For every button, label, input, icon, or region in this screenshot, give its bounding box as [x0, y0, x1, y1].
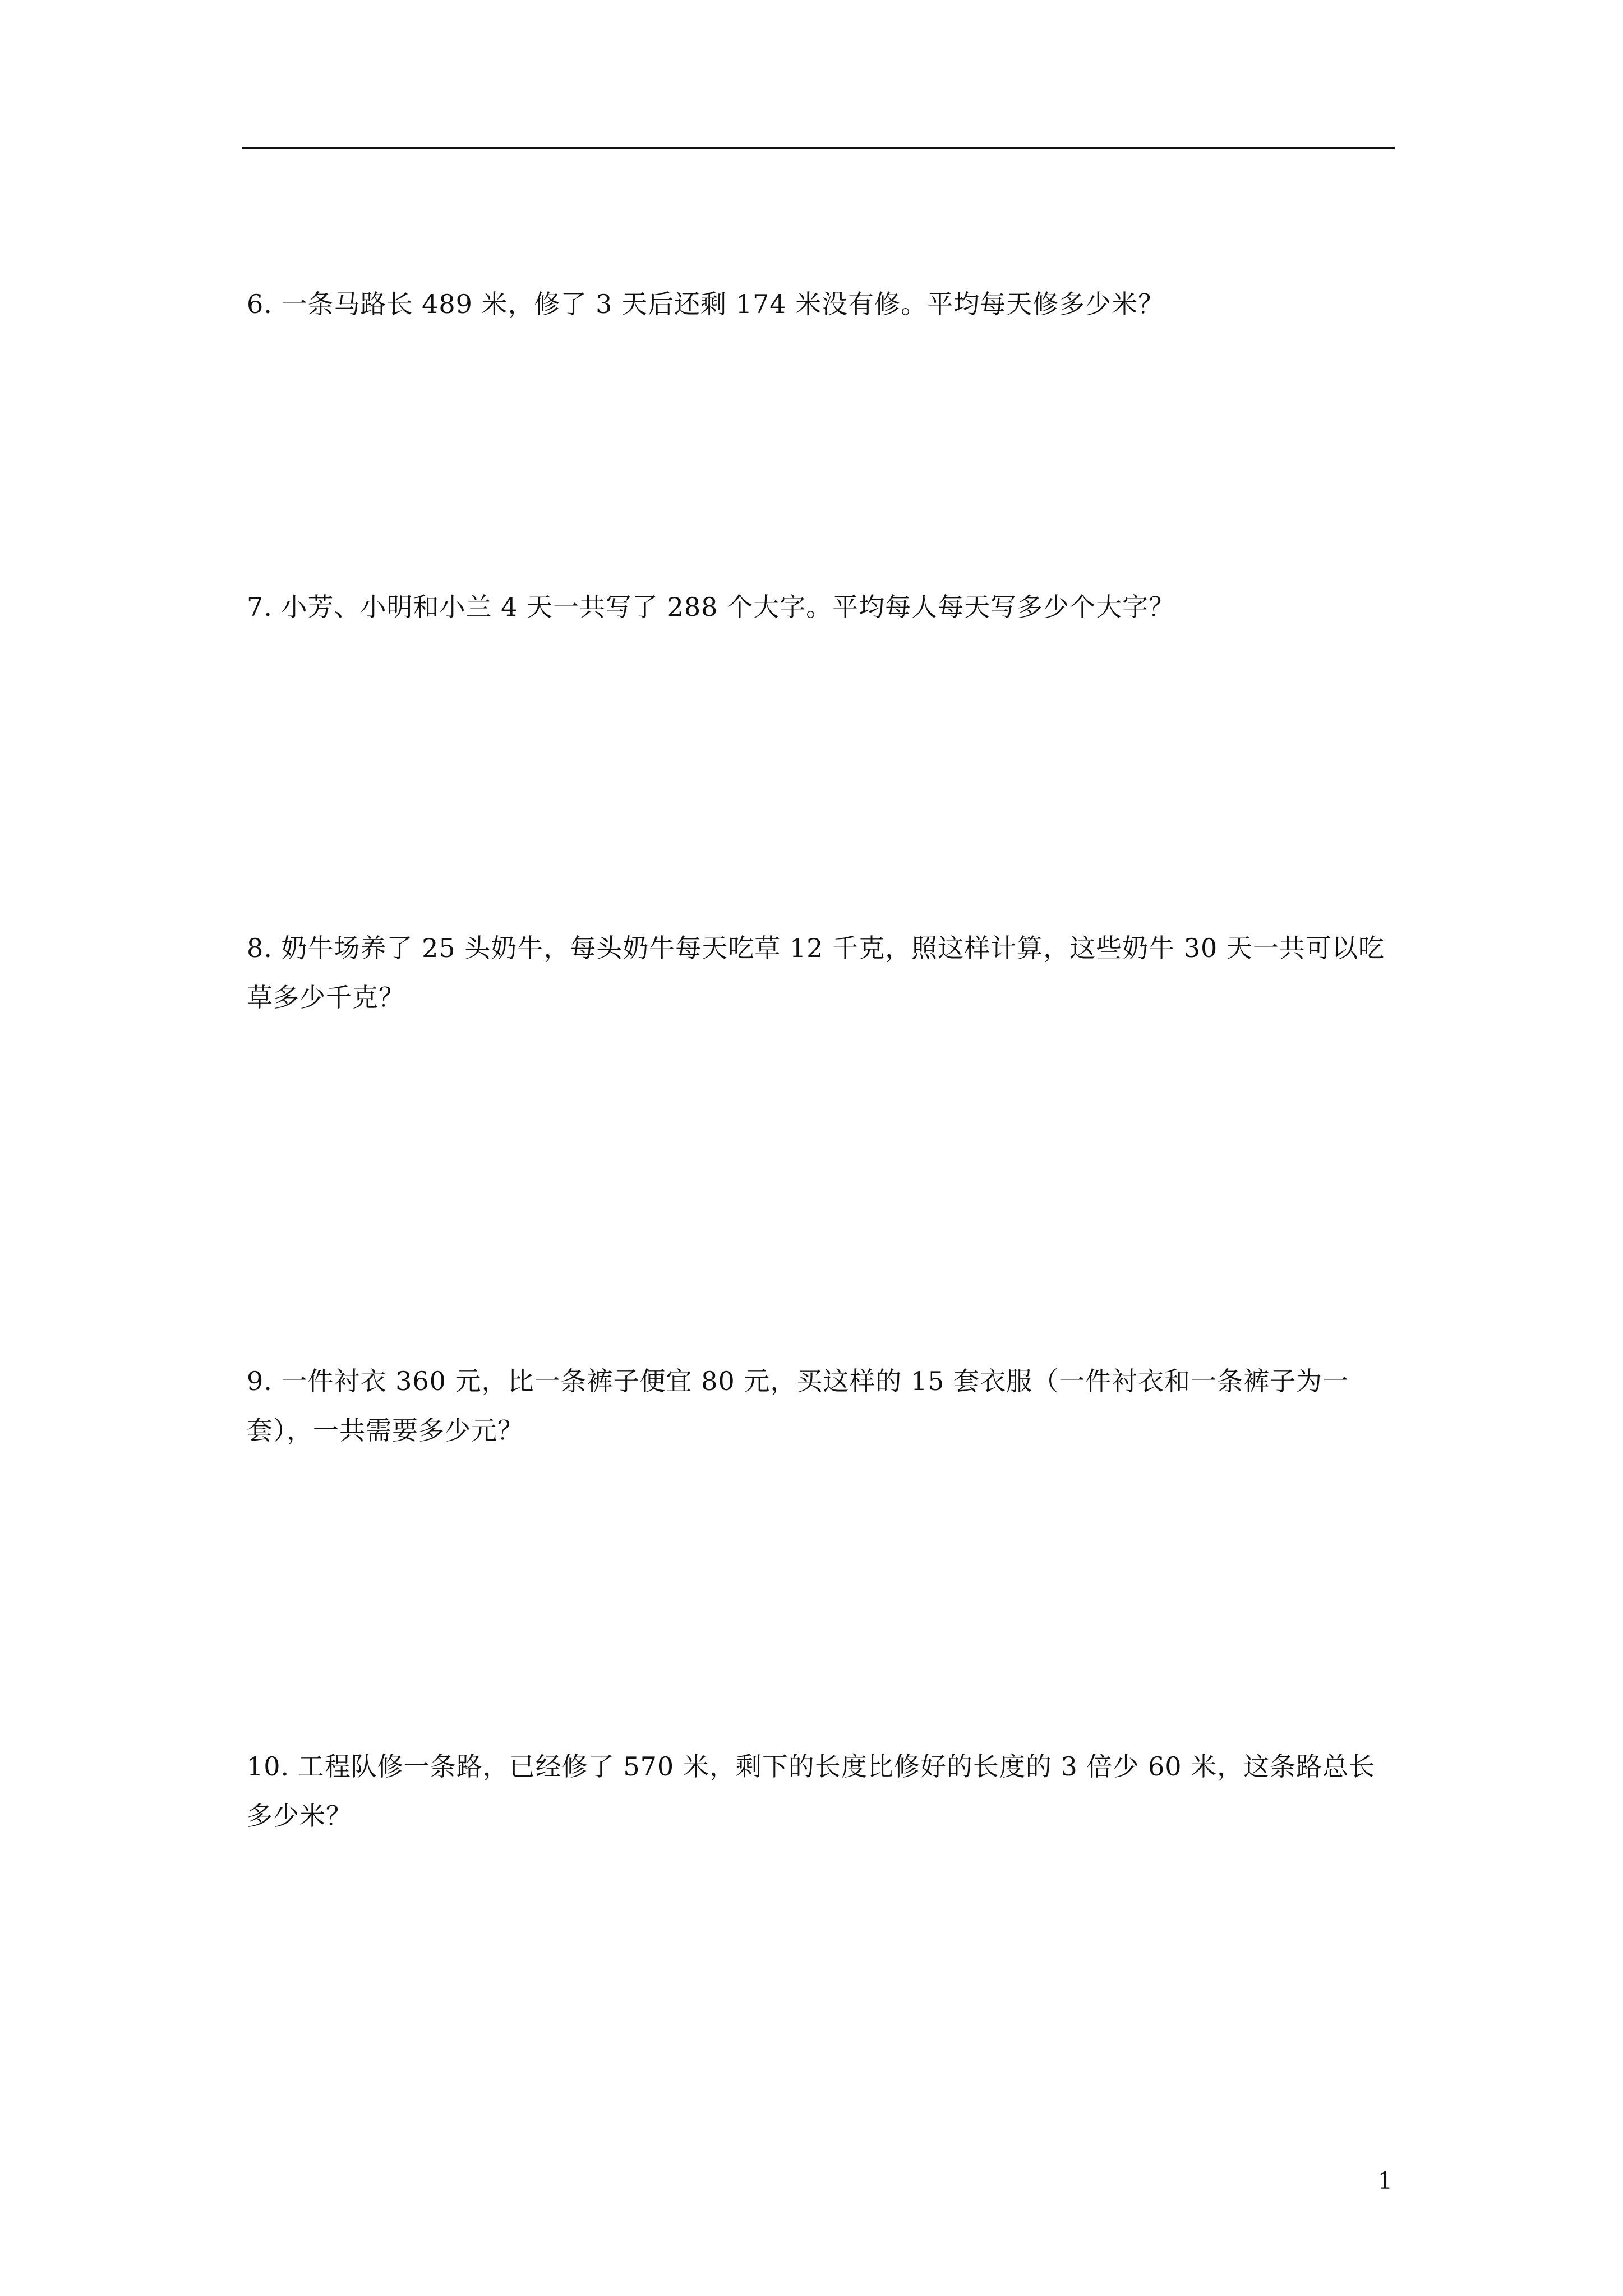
header-rule	[242, 147, 1395, 149]
page-number: 1	[1377, 2167, 1393, 2194]
question-7: 7. 小芳、小明和小兰 4 天一共写了 288 个大字。平均每人每天写多少个大字？	[247, 592, 1175, 622]
question-8: 8. 奶牛场养了 25 头奶牛，每头奶牛每天吃草 12 千克，照这样计算，这些奶牛 30 天一共可以吃草多少千克？	[247, 933, 1385, 1013]
question-9: 9. 一件衬衣 360 元，比一条裤子便宜 80 元，买这样的 15 套衣服（一件衬衣和一条裤子为一套），一共需要多少元？	[247, 1366, 1349, 1446]
question-10: 10. 工程队修一条路，已经修了 570 米，剩下的长度比修好的长度的 3 倍少 60 米，这条路总长多少米？	[247, 1751, 1376, 1831]
question-6: 6. 一条马路长 489 米，修了 3 天后还剩 174 米没有修。平均每天修多少米？	[247, 289, 1165, 319]
